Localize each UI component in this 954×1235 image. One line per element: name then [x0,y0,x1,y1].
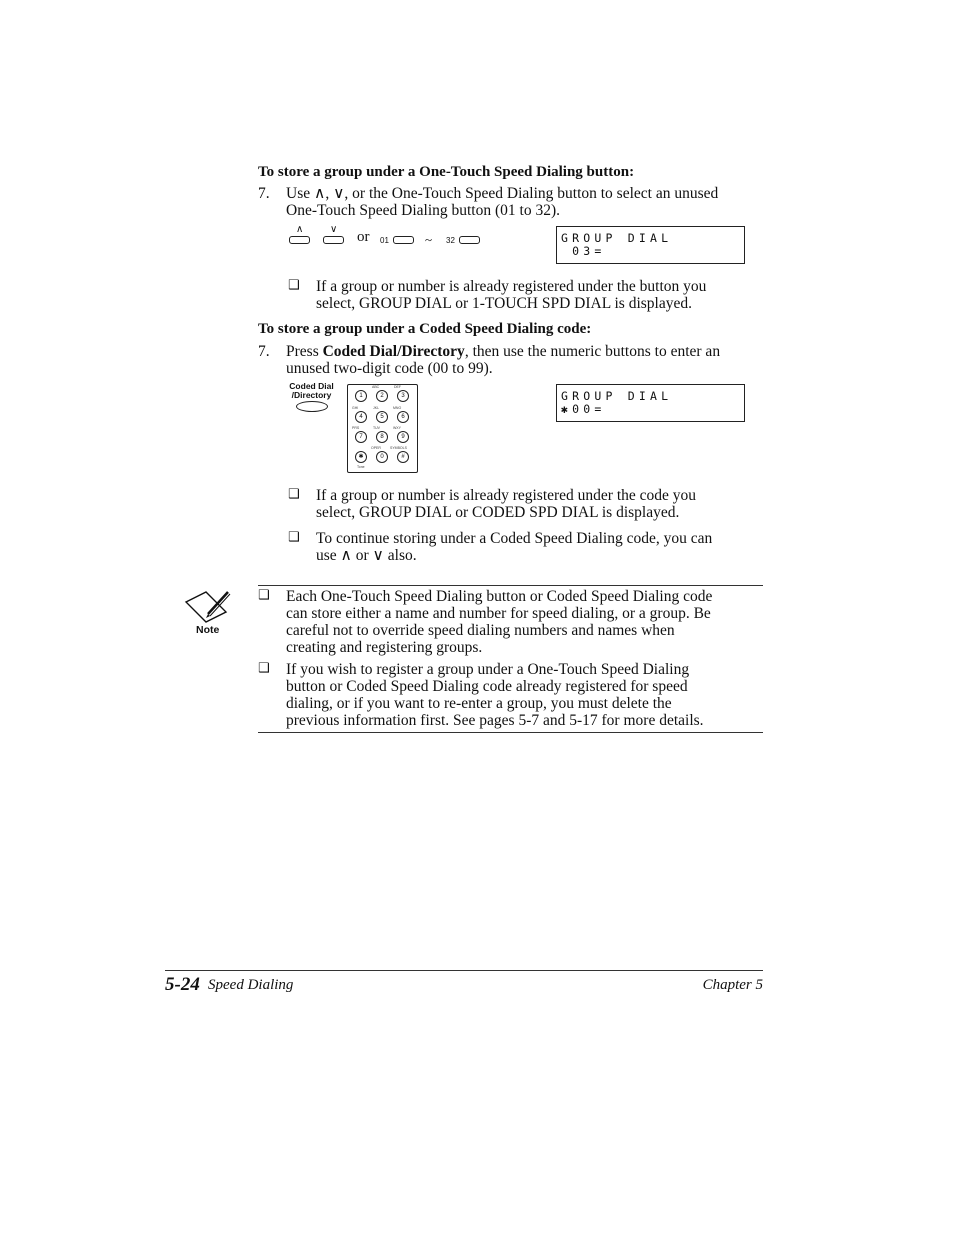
keypad-letters-jkl: JKL [373,406,380,410]
section1-step-line1: Use ∧, ∨, or the One-Touch Speed Dialing button to select an unused [286,185,719,202]
note-label: Note [196,624,220,636]
keypad-letters-tuv: TUV [373,426,380,430]
note-item1-line4: creating and registering groups. [286,639,483,656]
lcd-line2: ✱00= [561,402,606,416]
footer-rule [165,970,763,971]
section2-heading: To store a group under a Coded Speed Dialing code: [258,321,592,337]
one-touch-32-button[interactable] [459,236,480,244]
key-6[interactable]: 6 [397,411,409,423]
key-hash[interactable]: # [397,451,409,463]
note-item2-line1: If you wish to register a group under a One-Touch Speed Dialing [286,661,690,678]
up-arrow-button[interactable] [289,236,310,244]
footer-section: Speed Dialing [208,977,294,993]
section1-step-line2: One-Touch Speed Dialing button (01 to 32). [286,202,560,219]
key-1[interactable]: 1 [355,390,367,402]
keypad-letters-def: DEF [394,385,401,389]
keypad-letters-prs: PRS [352,426,360,430]
key-9[interactable]: 9 [397,431,409,443]
section1-heading: To store a group under a One-Touch Speed Dialing button: [258,164,635,180]
keypad-letters-symbols: SYMBOLS [390,446,407,450]
key-7[interactable]: 7 [355,431,367,443]
lcd-line2: 03= [561,244,606,258]
section2-bullet1-line1: If a group or number is already registered under the code you [316,487,697,504]
note-item2-line2: button or Coded Speed Dialing code already registered for speed [286,678,688,695]
key-4[interactable]: 4 [355,411,367,423]
step-prefix: Press [286,343,323,360]
button-label-line2: /Directory [291,390,332,400]
section2-bullet1-line2: select, GROUP DIAL or CODED SPD DIAL is displayed. [316,504,680,521]
bullet-box-icon: ❑ [288,487,300,502]
note-item1-line3: careful not to override speed dialing numbers and names when [286,622,675,639]
bullet-box-icon: ❑ [288,530,300,545]
one-touch-32-label: 32 [446,236,455,245]
key-3[interactable]: 3 [397,390,409,402]
section2-step-number: 7. [258,343,270,360]
page-number: 5-24 [165,974,200,995]
keypad-letters-ghi: GHI [352,406,359,410]
note-pencil-icon [184,588,232,624]
lcd-display-coded [556,384,745,422]
note-item1-line2: can store either a name and number for speed dialing, or a group. Be [286,605,711,622]
key-8[interactable]: 8 [376,431,388,443]
keypad-letters-wxy: WXY [393,426,401,430]
note-top-rule [258,585,763,586]
keypad-letters-mno: MNO [393,406,402,410]
section1-bullet1-line2: select, GROUP DIAL or 1-TOUCH SPD DIAL is displayed. [316,295,692,312]
one-touch-01-label: 01 [380,236,389,245]
bullet-box-icon: ❑ [258,661,270,676]
button-label-line1: Coded Dial [289,381,334,391]
step-rest: , then use the numeric buttons to enter an [464,343,721,360]
note-bottom-rule [258,732,763,733]
coded-dial-directory-button[interactable] [296,401,328,412]
one-touch-01-button[interactable] [393,236,414,244]
section2-bullet2-line2: use ∧ or ∨ also. [316,547,417,564]
range-tilde: ~ [425,232,433,247]
bullet-box-icon: ❑ [258,588,270,603]
section2-step-line1 [286,343,720,360]
coded-dial-button-label [284,382,339,400]
section2-step-line2: unused two-digit code (00 to 99). [286,360,493,377]
bullet-box-icon: ❑ [288,278,300,293]
lcd-line1: GROUP DIAL [561,231,673,245]
note-item2-line3: dialing, or if you want to re-enter a group, you must delete the [286,695,672,712]
up-arrow-icon: ∧ [296,224,304,235]
keypad-letters-tone: Tone [357,465,365,469]
or-text: or [357,229,370,245]
key-2[interactable]: 2 [376,390,388,402]
keypad-letters-oper: OPER [371,446,381,450]
section1-bullet1-line1: If a group or number is already registered under the button you [316,278,707,295]
down-arrow-icon: ∨ [330,224,338,235]
key-0[interactable]: 0 [376,451,388,463]
lcd-display-one-touch [556,226,745,264]
keypad-letters-abc: ABC [372,385,380,389]
section2-bullet2-line1: To continue storing under a Coded Speed Dialing code, you can [316,530,713,547]
section1-step-number: 7. [258,185,270,202]
note-item1-line1: Each One-Touch Speed Dialing button or Coded Speed Dialing code [286,588,713,605]
coded-dial-directory-bold: Coded Dial/Directory [322,343,465,360]
lcd-line1: GROUP DIAL [561,389,673,403]
down-arrow-button[interactable] [323,236,344,244]
note-item2-line4: previous information first. See pages 5-7 and 5-17 for more details. [286,712,704,729]
footer-chapter: Chapter 5 [702,977,763,993]
key-star[interactable]: ✱ [355,451,367,463]
key-5[interactable]: 5 [376,411,388,423]
